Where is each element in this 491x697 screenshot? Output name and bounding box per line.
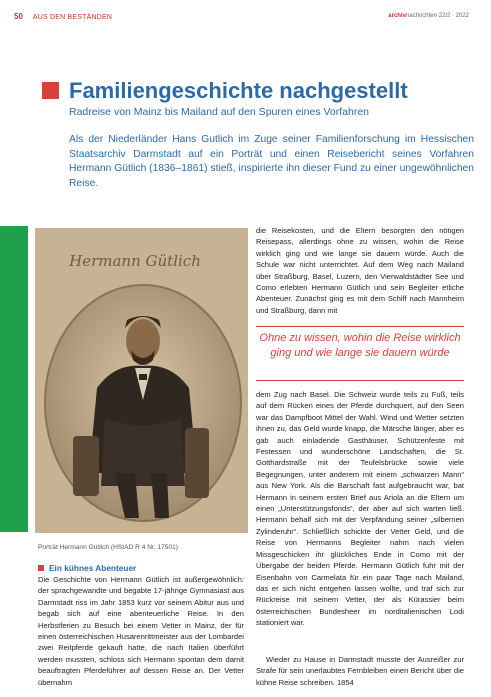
article-title: Familiengeschichte nachgestellt [69,78,408,103]
section-label: AUS DEN BESTÄNDEN [32,14,113,21]
article-lead [69,133,474,191]
subheading-text: Ein kühnes Abenteuer [49,563,137,573]
right-column-bottom-text: Wieder zu Hause in Darmstadt musste der Ausreißer zur Strafe für sein unerlaubtes Fernbleiben einen Bericht über die kühne Reise schreiben. 1854 [256,655,464,687]
right-column-middle [256,389,464,629]
lead-text: Als der Niederländer Hans Gutlich im Zuge seiner Familienforschung im Hessischen Staatsarchiv Darmstadt auf ein Porträt und einen Reisebericht seines Vorfahren Hermann Gütlich (1836–1861) stieß, inspirierte ihn dieser Fund zu einer ungewöhnlichen Reise. [69,134,474,189]
right-column-bottom [256,654,464,688]
subheading [38,563,136,573]
photo-caption: Porträt Hermann Gütlich (HStAD R 4 Nr. 17501) [38,544,178,551]
right-column-top-text: die Reisekosten, und die Eltern besorgten den nötigen Reisepass, allerdings ohne zu wissen, wohin die Reise wirklich ging und wie lange sie dauern würde. Auch die Schule war nicht unterrichtet. Auf dem Weg nach Mailand über Straßburg, Basel, Luzern, den Vierwaldstädter See und Como erlebten Hermann Gütlich und sein Begleiter etliche Abenteuer. Zunächst ging es mit dem Schiff nach Mannheim und Straßburg, dann mit [256,226,464,315]
article-subtitle: Radreise von Mainz bis Mailand auf den Spuren eines Vorfahren [69,106,370,118]
magazine-brand: archiv [388,13,406,19]
page-header [14,12,112,21]
page-number: 50 [14,12,23,21]
portrait-photo [35,228,248,533]
pull-quote-rule-top [256,326,464,327]
green-accent-bar [0,226,28,532]
right-column-middle-text: dem Zug nach Basel. Die Schweiz wurde teils zu Fuß, teils auf dem Rücken eines der Pferde durchquert, auf den Seen war das Dampfboot Mittel der Wahl. Wind und Wetter setzten ihnen zu, das Geld wurde knapp, die Märsche länger, aber es gab auch einladende Gasthäuser, Schützenfeste mit Festessen und wunderschöne Landschaften, die St. Gotthardstraße mit der Teufelsbrücke sowie viele Begegnungen, unter anderem mit einem „schwarzen Mann“ aus New York. Als die Barschaft fast aufgebraucht war, bat Hermann in seinem ersten Brief aus Ariola an die Eltern um einen „Unterstützungsfonds“, der aber auf sich warten ließ. Hermann behalf sich mit der Verpfändung seiner „silbernen Zylinderuhr“. Schließlich schickte der Vetter Geld, und die Reise von Hermanns Begleiter nahm nach vielen Missgeschicken ihr glückliches Ende in Como mit der Übergabe der beiden Pferde. Hermann Gütlich fuhr mit der Eisenbahn von Carmelata für ein paar Tage nach Mailand, das er sich nicht entgehen lassen wollte, und traf sich zur Rückreise mit seinem Vetter, der als Kürassier beim österreichischen Bundesheer im norditalienischen Lodi stationiert war. [256,390,464,628]
photo-inscription: Hermann Gütlich [69,252,201,270]
pull-quote: Ohne zu wissen, wohin die Reise wirklich ging und wie lange sie dauern würde [259,332,461,359]
left-column-text: Die Geschichte von Hermann Gütlich ist außergewöhnlich: der sprachgewandte und begabte 17-jährige Gymnasiast aus Darmstadt riss im Jahr 1853 kurz vor seinem Abitur aus und begab sich auf eine abenteuerliche Reise. In den Herbstferien zu Besuch bei einem Vetter in Mainz, der für einen österreichischen Husarenrittmeister aus der Lombardei zwei Reitpferde gekauft hatte, die nach Italien überführt werden mussten, schloss sich Hermann spontan dem damit beauftragten Pferdeführer auf dessen Reise an. Der Vetter übernahm [38,575,244,687]
right-column-top [256,225,464,316]
left-column [38,574,244,688]
magazine-issue: nachrichten 22/2 · 2022 [405,13,469,19]
subheading-square-icon [38,565,44,571]
pull-quote-rule-bottom [256,380,464,381]
title-square-icon [42,82,59,99]
magazine-label [388,13,469,19]
